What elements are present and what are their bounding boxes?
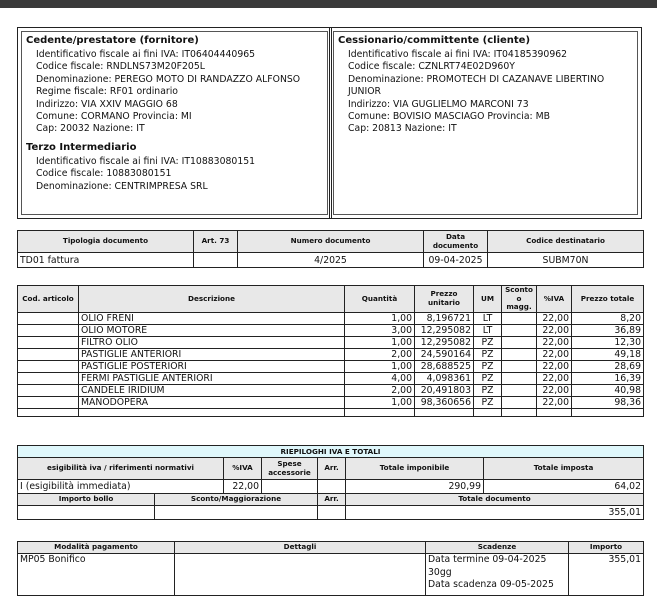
- header-sconto: Sconto o magg.: [502, 286, 537, 313]
- riep-imposta: 64,02: [484, 480, 644, 494]
- top-bar: [0, 0, 657, 8]
- header-importo: Importo: [569, 542, 644, 554]
- riepilogo-title: RIEPILOGHI IVA E TOTALI: [18, 446, 644, 458]
- cell-iva: 22,00: [537, 348, 572, 360]
- cell-prezzo-unitario: 98,360656: [415, 396, 474, 408]
- riep-sconto: [155, 506, 318, 520]
- cell-quantita: 4,00: [345, 372, 415, 384]
- table-row: [18, 336, 644, 348]
- cell-prezzo-totale: 28,69: [572, 360, 644, 372]
- cell-prezzo-unitario: 20,491803: [415, 384, 474, 396]
- cell-um: PZ: [474, 348, 502, 360]
- cell-prezzo-unitario: 24,590164: [415, 348, 474, 360]
- cell-cod-articolo: [18, 384, 79, 396]
- cell-iva: 22,00: [537, 312, 572, 324]
- cell-quantita: 1,00: [345, 312, 415, 324]
- scadenza-line: Data scadenza 09-05-2025: [428, 579, 554, 590]
- cessionario-line: JUNIOR: [348, 86, 382, 98]
- table-row: [18, 312, 644, 324]
- cell-iva: 22,00: [537, 384, 572, 396]
- table-row: [18, 384, 644, 396]
- table-row: [18, 348, 644, 360]
- riep-iva: 22,00: [224, 480, 262, 494]
- header-prezzo-unitario: Prezzo unitario: [415, 286, 474, 313]
- cedente-line: Codice fiscale: RNDLNS73M20F205L: [36, 61, 205, 73]
- table-row: [18, 360, 644, 372]
- cell-prezzo-unitario: 12,295082: [415, 324, 474, 336]
- cell-sconto: [502, 360, 537, 372]
- cell-prezzo-unitario: 8,196721: [415, 312, 474, 324]
- righe-table: [17, 285, 644, 417]
- doc-codice: SUBM70N: [488, 253, 644, 268]
- header-data: Data documento: [424, 231, 488, 253]
- cedente-line: Indirizzo: VIA XXIV MAGGIO 68: [36, 98, 178, 110]
- header-totale-documento: Totale documento: [346, 494, 644, 506]
- cell-prezzo-totale: 8,20: [572, 312, 644, 324]
- cell-cod-articolo: [18, 312, 79, 324]
- cell-prezzo-totale: 36,89: [572, 324, 644, 336]
- header-dettagli: Dettagli: [175, 542, 426, 554]
- cell-um: PZ: [474, 372, 502, 384]
- cessionario-line: Indirizzo: VIA GUGLIELMO MARCONI 73: [348, 98, 529, 110]
- riepilogo-table: [17, 445, 644, 520]
- header-numero: Numero documento: [238, 231, 424, 253]
- header-spese: Spese accessorie: [262, 458, 318, 480]
- cessionario-line: Comune: BOVISIO MASCIAGO Provincia: MB: [348, 111, 551, 123]
- doc-tipologia: TD01 fattura: [18, 253, 194, 268]
- cell-sconto: [502, 312, 537, 324]
- header-iva: %IVA: [537, 286, 572, 313]
- pag-modalita: MP05 Bonifico: [18, 554, 175, 596]
- doc-numero: 4/2025: [238, 253, 424, 268]
- table-row: [18, 324, 644, 336]
- cedente-line: Cap: 20032 Nazione: IT: [36, 123, 145, 135]
- cell-quantita: 2,00: [345, 348, 415, 360]
- cell-prezzo-unitario: 28,688525: [415, 360, 474, 372]
- cell-um: PZ: [474, 384, 502, 396]
- header-esigibilita: esigibilità iva / riferimenti normativi: [18, 458, 224, 480]
- cell-sconto: [502, 324, 537, 336]
- table-row: [18, 372, 644, 384]
- cell-prezzo-totale: 12,30: [572, 336, 644, 348]
- pag-dettagli: [175, 554, 426, 596]
- cell-descrizione: FILTRO OLIO: [79, 336, 345, 348]
- header-riep-iva: %IVA: [224, 458, 262, 480]
- documento-table: [17, 230, 644, 268]
- header-cod-articolo: Cod. articolo: [18, 286, 79, 313]
- header-art73: Art. 73: [194, 231, 238, 253]
- cell-descrizione: CANDELE IRIDIUM: [79, 384, 345, 396]
- cedente-line: Regime fiscale: RF01 ordinario: [36, 86, 178, 98]
- riep-esigibilita: I (esigibilità immediata): [18, 480, 224, 494]
- cell-um: PZ: [474, 360, 502, 372]
- cell-quantita: 3,00: [345, 324, 415, 336]
- riep-spese: [262, 480, 318, 494]
- cell-empty: [415, 408, 474, 416]
- terzo-line: Identificativo fiscale ai fini IVA: IT10883080151: [36, 155, 256, 167]
- cessionario-line: Denominazione: PROMOTECH DI CAZANAVE LIBERTINO: [348, 73, 605, 85]
- cell-descrizione: PASTIGLIE ANTERIORI: [79, 348, 345, 360]
- riep-arr2: [318, 506, 346, 520]
- header-sconto-magg: Sconto/Maggiorazione: [155, 494, 318, 506]
- pag-scadenze: [426, 554, 569, 596]
- cell-descrizione: MANODOPERA: [79, 396, 345, 408]
- cell-prezzo-totale: 40,98: [572, 384, 644, 396]
- header-tipologia: Tipologia documento: [18, 231, 194, 253]
- header-descrizione: Descrizione: [79, 286, 345, 313]
- cell-descrizione: FERMI PASTIGLIE ANTERIORI: [79, 372, 345, 384]
- cedente-line: Identificativo fiscale ai fini IVA: IT06404440965: [36, 49, 256, 60]
- cell-iva: 22,00: [537, 336, 572, 348]
- cell-cod-articolo: [18, 336, 79, 348]
- cell-descrizione: OLIO MOTORE: [79, 324, 345, 336]
- cell-sconto: [502, 336, 537, 348]
- cell-descrizione: PASTIGLIE POSTERIORI: [79, 360, 345, 372]
- terzo-line: Denominazione: CENTRIMPRESA SRL: [36, 180, 208, 192]
- doc-data: 09-04-2025: [424, 253, 488, 268]
- cell-sconto: [502, 396, 537, 408]
- cell-iva: 22,00: [537, 324, 572, 336]
- cedente-line: Denominazione: PEREGO MOTO DI RANDAZZO ALFONSO: [36, 73, 301, 85]
- cessionario-line: Codice fiscale: CZNLRT74E02D960Y: [348, 61, 515, 73]
- scadenza-line: 30gg: [428, 566, 452, 578]
- cell-quantita: 2,00: [345, 384, 415, 396]
- cell-prezzo-totale: 16,39: [572, 372, 644, 384]
- header-modalita: Modalità pagamento: [18, 542, 175, 554]
- cell-iva: 22,00: [537, 360, 572, 372]
- cell-cod-articolo: [18, 348, 79, 360]
- header-um: UM: [474, 286, 502, 313]
- cell-um: LT: [474, 324, 502, 336]
- cell-iva: 22,00: [537, 396, 572, 408]
- cedente-box: [17, 27, 332, 219]
- pagamento-table: [17, 541, 644, 596]
- cell-empty: [502, 408, 537, 416]
- cell-quantita: 1,00: [345, 336, 415, 348]
- header-codice: Codice destinatario: [488, 231, 644, 253]
- cell-um: PZ: [474, 336, 502, 348]
- righe-header-row: [18, 286, 644, 313]
- cell-cod-articolo: [18, 360, 79, 372]
- cell-prezzo-unitario: 12,295082: [415, 336, 474, 348]
- table-row: [18, 396, 644, 408]
- cell-um: PZ: [474, 396, 502, 408]
- terzo-line: Codice fiscale: 10883080151: [36, 168, 172, 180]
- cell-empty: [79, 408, 345, 416]
- header-bollo: Importo bollo: [18, 494, 155, 506]
- cell-quantita: 1,00: [345, 396, 415, 408]
- doc-art73: [194, 253, 238, 268]
- cedente-title: Cedente/prestatore (fornitore): [26, 35, 199, 46]
- cessionario-line: Identificativo fiscale ai fini IVA: IT04185390962: [348, 49, 568, 60]
- cell-sconto: [502, 384, 537, 396]
- cell-quantita: 1,00: [345, 360, 415, 372]
- cell-cod-articolo: [18, 324, 79, 336]
- header-quantita: Quantità: [345, 286, 415, 313]
- header-prezzo-totale: Prezzo totale: [572, 286, 644, 313]
- cessionario-box: [329, 27, 642, 219]
- cell-empty: [572, 408, 644, 416]
- cell-empty: [474, 408, 502, 416]
- cell-prezzo-unitario: 4,098361: [415, 372, 474, 384]
- header-scadenze: Scadenze: [426, 542, 569, 554]
- header-imponibile: Totale imponibile: [346, 458, 484, 480]
- cessionario-title: Cessionario/committente (cliente): [338, 35, 531, 46]
- header-imposta: Totale imposta: [484, 458, 644, 480]
- cell-um: LT: [474, 312, 502, 324]
- cell-descrizione: OLIO FRENI: [79, 312, 345, 324]
- riep-bollo: [18, 506, 155, 520]
- cell-empty: [537, 408, 572, 416]
- cell-prezzo-totale: 98,36: [572, 396, 644, 408]
- cell-prezzo-totale: 49,18: [572, 348, 644, 360]
- riep-totale-documento: 355,01: [346, 506, 644, 520]
- pag-importo: 355,01: [569, 554, 644, 596]
- cell-empty: [18, 408, 79, 416]
- table-row-spacer: [18, 408, 644, 416]
- scadenza-line: Data termine 09-04-2025: [428, 554, 547, 565]
- riep-arr: [318, 480, 346, 494]
- header-arr2: Arr.: [318, 494, 346, 506]
- cedente-line: Comune: CORMANO Provincia: MI: [36, 111, 192, 123]
- header-arr: Arr.: [318, 458, 346, 480]
- riep-imponibile: 290,99: [346, 480, 484, 494]
- cell-sconto: [502, 372, 537, 384]
- cell-cod-articolo: [18, 396, 79, 408]
- cell-cod-articolo: [18, 372, 79, 384]
- cell-iva: 22,00: [537, 372, 572, 384]
- cell-sconto: [502, 348, 537, 360]
- cell-empty: [345, 408, 415, 416]
- terzo-title: Terzo Intermediario: [26, 141, 137, 153]
- cessionario-line: Cap: 20813 Nazione: IT: [348, 123, 457, 135]
